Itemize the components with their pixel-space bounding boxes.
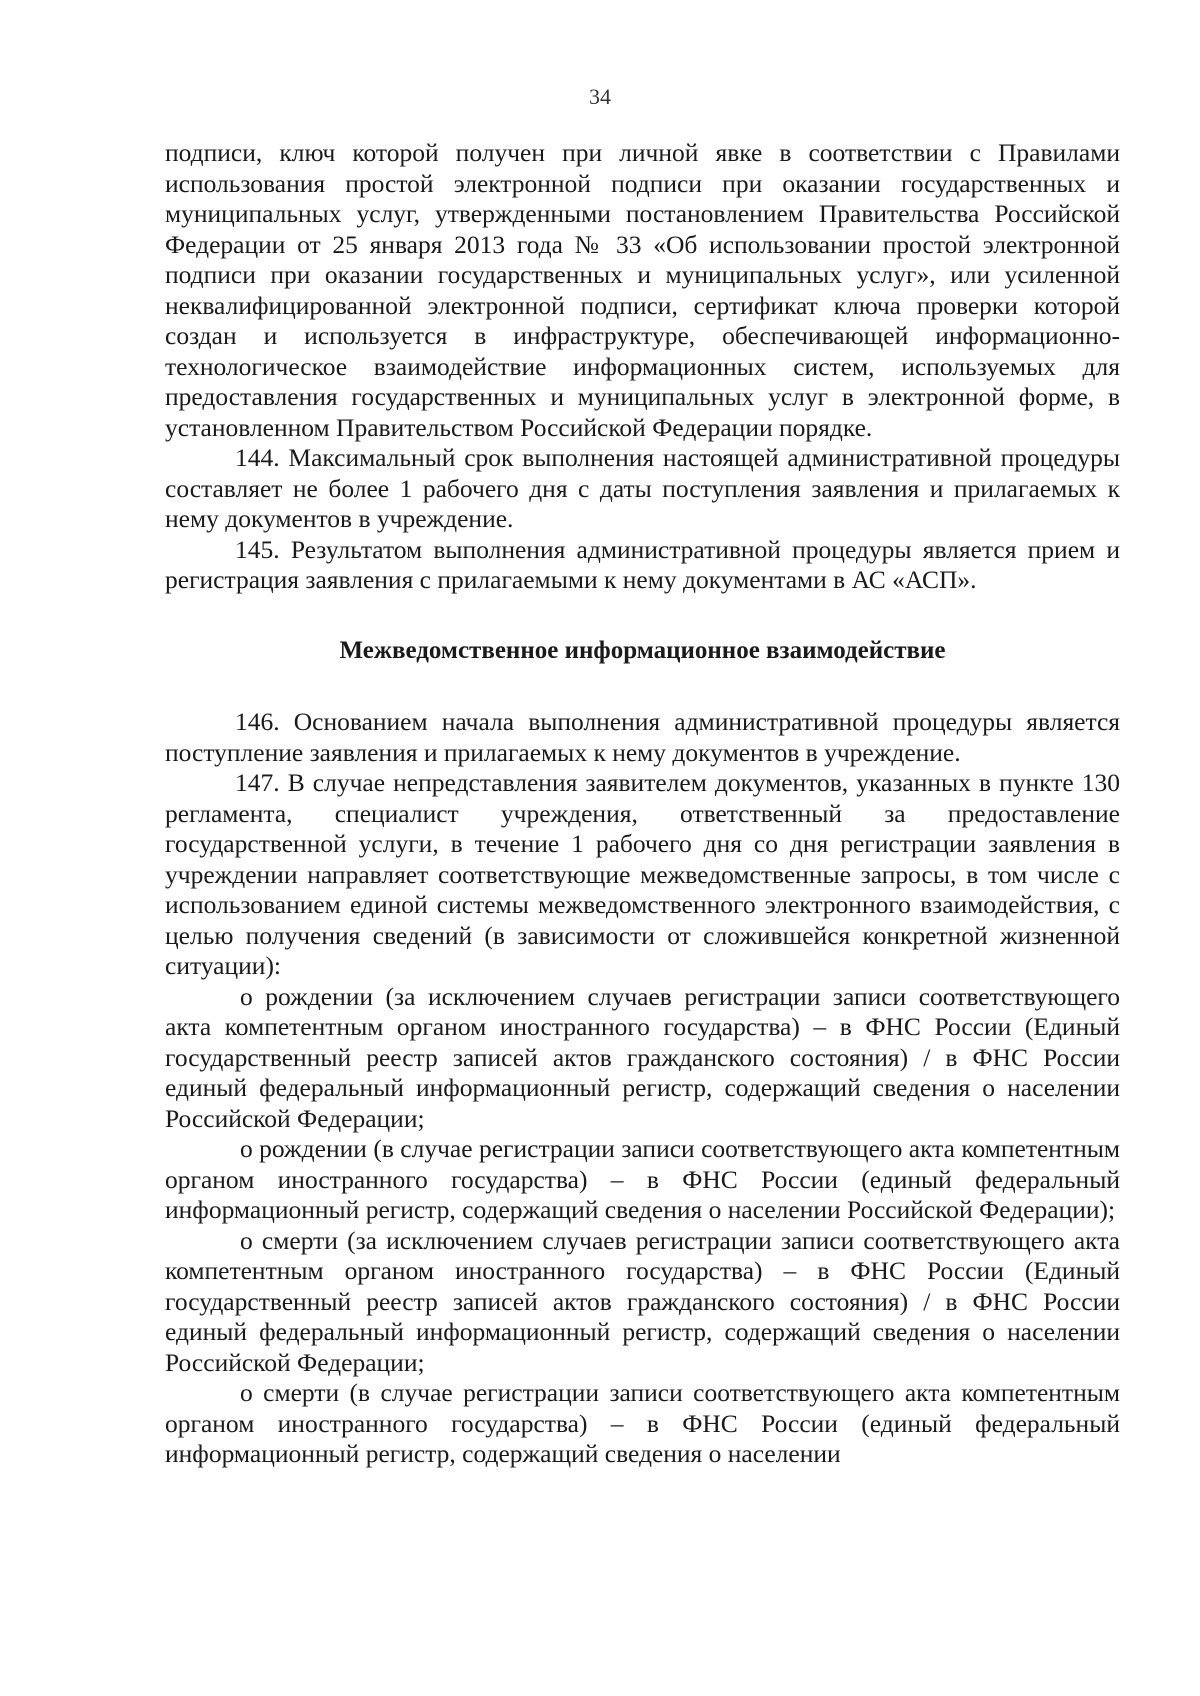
list-item-death-domestic: о смерти (за исключением случаев регистрации записи соответствующего акта компетентным органом иностранного государства) – в ФНС России (Единый государственный реестр записей актов гражданского состояния) / в ФНС России единый федеральный информационный регистр, содержащий сведения о населении Российской Федерации; — [165, 1225, 1120, 1377]
page-number: 34 — [589, 84, 611, 109]
paragraph-146: 146. Основанием начала выполнения административной процедуры является поступление заявления и прилагаемых к нему документов в учреждение. — [165, 707, 1120, 767]
paragraph-147: 147. В случае непредставления заявителем документов, указанных в пункте 130 регламента, специалист учреждения, ответственный за предоставление государственной услуги, в течение 1 рабочего дня со дня регистрации заявления в учреждении направляет соответствующие межведомственные запросы, в том числе с использованием единой системы межведомственного электронного взаимодействия, с целью получения сведений (в зависимости от сложившейся конкретной жизненной ситуации): — [165, 768, 1120, 980]
list-item-birth-foreign: о рождении (в случае регистрации записи соответствующего акта компетентным органом иностранного государства) – в ФНС России (единый федеральный информационный регистр, содержащий сведения о населении Российской Федерации); — [165, 1134, 1120, 1224]
section-heading: Межведомственное информационное взаимодействие — [339, 636, 946, 664]
paragraph-continuation: подписи, ключ которой получен при личной явке в соответствии с Правилами использования простой электронной подписи при оказании государственных и муниципальных услуг, утвержденными постановлением Правительства Российской Федерации от 25 января 2013 года № 33 «Об использовании простой электронной подписи при оказании государственных и муниципальных услуг», или усиленной неквалифицированной электронной подписи, сертификат ключа проверки которой создан и используется в инфраструктуре, обеспечивающей информационно-технологическое взаимодействие информационных систем, используемых для предоставления государственных и муниципальных услуг в электронной форме, в установленном Правительством Российской Федерации порядке. — [165, 138, 1120, 442]
document-body — [165, 138, 1120, 1470]
paragraph-145: 145. Результатом выполнения административной процедуры является прием и регистрация заявления с прилагаемыми к нему документами в АС «АСП». — [165, 534, 1120, 594]
list-item-death-foreign: о смерти (в случае регистрации записи соответствующего акта компетентным органом иностранного государства) – в ФНС России (единый федеральный информационный регистр, содержащий сведения о населении — [165, 1378, 1120, 1468]
list-item-birth-domestic: о рождении (за исключением случаев регистрации записи соответствующего акта компетентным органом иностранного государства) – в ФНС России (Единый государственный реестр записей актов гражданского состояния) / в ФНС России единый федеральный информационный регистр, содержащий сведения о населении Российской Федерации; — [165, 981, 1120, 1133]
paragraph-144: 144. Максимальный срок выполнения настоящей административной процедуры составляет не более 1 рабочего дня с даты поступления заявления и прилагаемых к нему документов в учреждение. — [165, 443, 1120, 533]
